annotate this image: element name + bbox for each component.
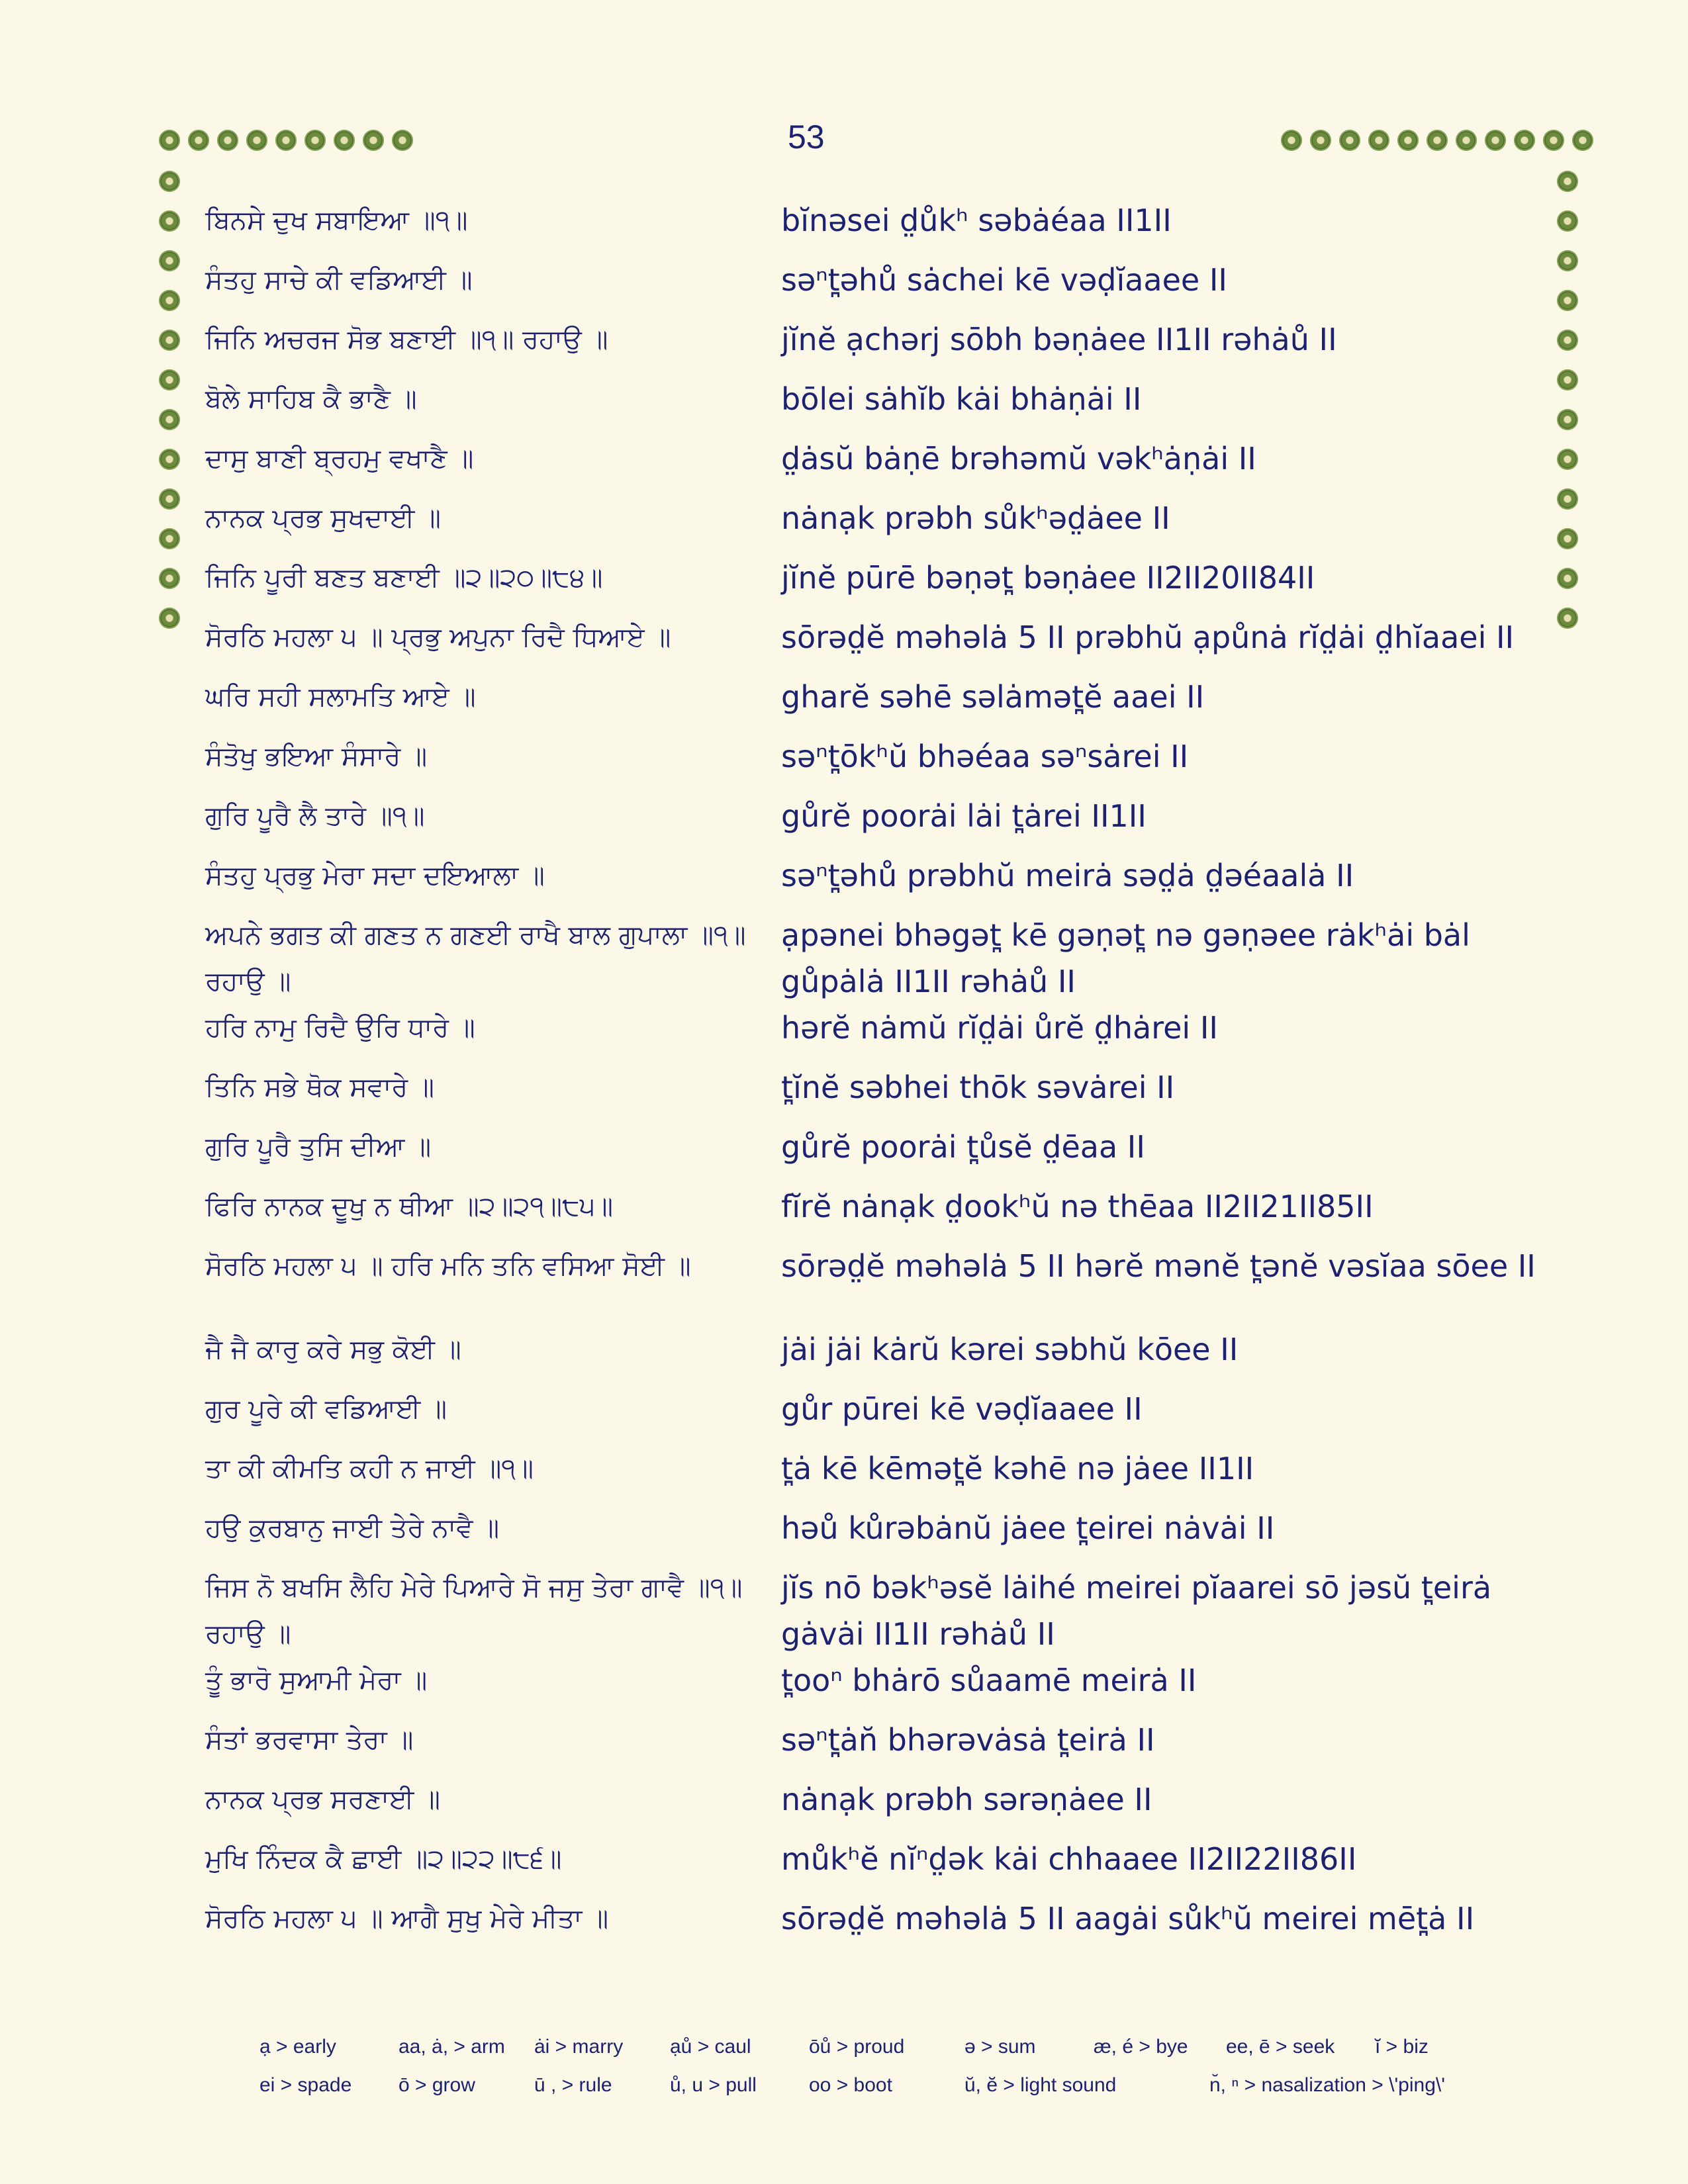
- verse-row: [205, 1124, 1556, 1183]
- page-number: 53: [788, 118, 825, 156]
- flower-icon: [159, 330, 180, 351]
- legend-item: ə > sum: [964, 2036, 1036, 2058]
- flower-icon: [217, 130, 238, 151]
- verse-row: [205, 793, 1556, 852]
- gurmukhi-line: ਨਾਨਕ ਪ੍ਰਭ ਸਰਣਾਈ ॥: [205, 1784, 440, 1815]
- gurmukhi-line: ਗੁਰ ਪੂਰੇ ਕੀ ਵਡਿਆਈ ॥: [205, 1394, 447, 1424]
- gurmukhi-line: ਸੰਤਹੁ ਸਾਚੇ ਕੀ ਵਡਿਆਈ ॥: [205, 265, 473, 295]
- verse-row: [205, 733, 1556, 793]
- transliteration-line: ạpənei bhəgət̪ kē gəṇət̪ nə gəṇəee rȧkʰȧi bȧl gůpȧlȧ II1II rəhȧů II: [781, 917, 1470, 999]
- verse-list: [205, 197, 1556, 1955]
- legend-item: n̆, ⁿ > nasalization > \'ping\': [1209, 2074, 1445, 2096]
- flower-icon: [1572, 130, 1593, 151]
- flower-icon: [1557, 171, 1578, 192]
- flower-icon: [363, 130, 384, 151]
- gurmukhi-line: ਸੰਤਹੁ ਪ੍ਰਭੁ ਮੇਰਾ ਸਦਾ ਦਇਆਲਾ ॥: [205, 860, 545, 891]
- verse-row: [205, 1776, 1556, 1836]
- flower-icon: [1339, 130, 1360, 151]
- verse-row: [205, 1445, 1556, 1505]
- flower-icon: [159, 210, 180, 232]
- transliteration-line: sōrəd̤ĕ məhəlȧ 5 II hərĕ mənĕ t̪ənĕ vəsĭaa sōee II: [781, 1248, 1536, 1284]
- flower-icon: [1427, 130, 1448, 151]
- flower-icon: [159, 528, 180, 549]
- legend-row: [259, 2028, 1517, 2066]
- flower-icon: [159, 608, 180, 629]
- transliteration-line: nȧnạk prəbh sůkʰəd̤ȧee II: [781, 500, 1170, 536]
- gurmukhi-line: ਮੁਖਿ ਨਿੰਦਕ ਕੈ ਛਾਈ ॥੨॥੨੨॥੮੬॥: [205, 1844, 562, 1874]
- transliteration-line: bōlei sȧhĭb kȧi bhȧṇȧi II: [781, 381, 1142, 417]
- transliteration-line: səⁿt̪əhů sȧchei kē vəḍĭaaee II: [781, 262, 1227, 298]
- verse-row: [205, 197, 1556, 257]
- flower-icon: [1543, 130, 1564, 151]
- transliteration-line: səⁿt̪əhů prəbhŭ meirȧ səd̤ȧ d̤əéaalȧ II: [781, 858, 1354, 893]
- flower-icon: [159, 409, 180, 430]
- transliteration-line: jĭnĕ ạchərj sōbh bəṇȧee II1II rəhȧů II: [781, 322, 1337, 357]
- verse-row: [205, 1895, 1556, 1955]
- transliteration-line: sōrəd̤ĕ məhəlȧ 5 II prəbhŭ ạpůnȧ rĭd̤ȧi d̤hĭaaei II: [781, 619, 1515, 655]
- gurmukhi-line: ਗੁਰਿ ਪੂਰੈ ਲੈ ਤਾਰੇ ॥੧॥: [205, 801, 425, 831]
- flower-icon: [1557, 449, 1578, 470]
- verse-row: [205, 257, 1556, 316]
- flower-icon: [1557, 369, 1578, 390]
- gurmukhi-line: ਗੁਰਿ ਪੂਰੈ ਤੁਸਿ ਦੀਆ ॥: [205, 1132, 432, 1162]
- gurmukhi-line: ਬੋਲੇ ਸਾਹਿਬ ਕੈ ਭਾਣੈ ॥: [205, 384, 417, 414]
- flower-icon: [1557, 528, 1578, 549]
- verse-row: [205, 1005, 1556, 1064]
- legend-item: ō > grow: [399, 2074, 475, 2096]
- legend-item: ȧi > marry: [534, 2036, 624, 2058]
- verse-row: [205, 555, 1556, 614]
- transliteration-line: jĭnĕ pūrē bəṇət̪ bəṇȧee II2II20II84II: [781, 560, 1315, 596]
- flower-icon: [275, 130, 297, 151]
- transliteration-line: jȧi jȧi kȧrŭ kərei səbhŭ kōee II: [781, 1332, 1239, 1367]
- flower-icon: [1397, 130, 1419, 151]
- verse-row: [205, 1183, 1556, 1243]
- transliteration-line: t̪ooⁿ bhȧrō sůaamē meirȧ II: [781, 1662, 1197, 1698]
- transliteration-line: səⁿt̪ȧn̆ bhərəvȧsȧ t̪eirȧ II: [781, 1722, 1155, 1758]
- transliteration-line: səⁿt̪ōkʰŭ bhəéaa səⁿsȧrei II: [781, 739, 1189, 774]
- transliteration-line: gůr pūrei kē vəḍĭaaee II: [781, 1391, 1143, 1427]
- verse-row: [205, 1326, 1556, 1386]
- flower-icon: [1368, 130, 1389, 151]
- transliteration-line: fĭrĕ nȧnạk d̤ookʰŭ nə thēaa II2II21II85II: [781, 1189, 1374, 1224]
- verse-row: [205, 912, 1556, 1005]
- transliteration-line: hərĕ nȧmŭ rĭd̤ȧi ůrĕ d̤hȧrei II: [781, 1010, 1218, 1046]
- legend-item: ŭ, ĕ > light sound: [964, 2074, 1117, 2096]
- top-right-ornament: [1281, 130, 1593, 151]
- transliteration-line: můkʰĕ nĭⁿd̤ək kȧi chhaaee II2II22II86II: [781, 1841, 1357, 1877]
- transliteration-line: t̪ȧ kē kēmət̪ĕ kəhē nə jȧee II1II: [781, 1451, 1254, 1486]
- transliteration-line: gůrĕ poorȧi t̪ůsĕ d̤ēaa II: [781, 1129, 1145, 1165]
- verse-row: [205, 1386, 1556, 1445]
- flower-icon: [159, 369, 180, 390]
- flower-icon: [1557, 290, 1578, 311]
- gurmukhi-line: ਸੰਤੋਖੁ ਭਇਆ ਸੰਸਾਰੇ ॥: [205, 741, 428, 772]
- verse-row: [205, 495, 1556, 555]
- flower-icon: [1310, 130, 1331, 151]
- transliteration-line: gharĕ səhē səlȧmət̪ĕ aaei II: [781, 679, 1205, 715]
- flower-icon: [159, 568, 180, 589]
- verse-row: [205, 852, 1556, 912]
- flower-icon: [1456, 130, 1477, 151]
- legend-item: aa, ȧ, > arm: [399, 2036, 505, 2058]
- gurmukhi-line: ਨਾਨਕ ਪ੍ਰਭ ਸੁਖਦਾਈ ॥: [205, 503, 441, 533]
- flower-icon: [1514, 130, 1535, 151]
- flower-icon: [1557, 488, 1578, 510]
- transliteration-line: gůrĕ poorȧi lȧi t̪ȧrei II1II: [781, 798, 1147, 834]
- verse-row: [205, 1243, 1556, 1326]
- transliteration-line: bĭnəsei d̤ůkʰ səbȧéaa II1II: [781, 203, 1172, 238]
- gurmukhi-line: ਜਿਸ ਨੋ ਬਖਸਿ ਲੈਹਿ ਮੇਰੇ ਪਿਆਰੇ ਸੋ ਜਸੁ ਤੇਰਾ ਗਾਵੈ ॥੧॥ ਰਹਾਉ ॥: [205, 1572, 743, 1649]
- flower-icon: [1281, 130, 1302, 151]
- verse-row: [205, 1565, 1556, 1657]
- gurmukhi-line: ਜਿਨਿ ਪੂਰੀ ਬਣਤ ਬਣਾਈ ॥੨॥੨੦॥੮੪॥: [205, 563, 603, 593]
- flower-icon: [1557, 250, 1578, 271]
- flower-icon: [1557, 608, 1578, 629]
- gurmukhi-line: ਸੋਰਠਿ ਮਹਲਾ ੫ ॥ ਆਗੈ ਸੁਖੁ ਮੇਰੇ ਮੀਤਾ ॥: [205, 1903, 609, 1934]
- verse-row: [205, 1717, 1556, 1776]
- verse-row: [205, 1657, 1556, 1717]
- verse-row: [205, 435, 1556, 495]
- flower-icon: [159, 130, 180, 151]
- verse-row: [205, 1064, 1556, 1124]
- gurmukhi-line: ਸੰਤਾਂ ਭਰਵਾਸਾ ਤੇਰਾ ॥: [205, 1725, 414, 1755]
- gurmukhi-line: ਦਾਸੁ ਬਾਣੀ ਬ੍ਰਹਮੁ ਵਖਾਣੈ ॥: [205, 443, 474, 474]
- flower-icon: [334, 130, 355, 151]
- transliteration-line: sōrəd̤ĕ məhəlȧ 5 II aagȧi sůkʰŭ meirei mēt̪ȧ II: [781, 1901, 1475, 1936]
- flower-icon: [1557, 568, 1578, 589]
- legend-item: ĭ > biz: [1375, 2036, 1429, 2058]
- gurmukhi-line: ਤਾ ਕੀ ਕੀਮਤਿ ਕਹੀ ਨ ਜਾਈ ॥੧॥: [205, 1453, 534, 1484]
- legend-item: ee, ē > seek: [1226, 2036, 1335, 2058]
- gurmukhi-line: ਘਰਿ ਸਹੀ ਸਲਾਮਤਿ ਆਏ ॥: [205, 682, 476, 712]
- flower-icon: [392, 130, 413, 151]
- verse-row: [205, 674, 1556, 733]
- flower-icon: [1557, 330, 1578, 351]
- transliteration-line: həů kůrəbȧnŭ jȧee t̪eirei nȧvȧi II: [781, 1510, 1275, 1546]
- flower-icon: [159, 449, 180, 470]
- verse-row: [205, 1505, 1556, 1565]
- transliteration-line: jĭs nō bəkʰəsĕ lȧihé meirei pĭaarei sō jəsŭ t̪eirȧ gȧvȧi II1II rəhȧů II: [781, 1570, 1492, 1652]
- gurmukhi-line: ਹਰਿ ਨਾਮੁ ਰਿਦੈ ਉਰਿ ਧਾਰੇ ॥: [205, 1013, 475, 1043]
- legend-item: ạů > caul: [670, 2036, 751, 2058]
- gurmukhi-line: ਅਪਨੇ ਭਗਤ ਕੀ ਗਣਤ ਨ ਗਣਈ ਰਾਖੈ ਬਾਲ ਗੁਪਾਲਾ ॥੧॥ ਰਹਾਉ ॥: [205, 920, 746, 997]
- flower-icon: [305, 130, 326, 151]
- flower-icon: [1485, 130, 1506, 151]
- gurmukhi-line: ਸੋਰਠਿ ਮਹਲਾ ੫ ॥ ਪ੍ਰਭੁ ਅਪੁਨਾ ਰਿਦੈ ਧਿਆਏ ॥: [205, 622, 671, 653]
- flower-icon: [159, 488, 180, 510]
- gurmukhi-line: ਜੈ ਜੈ ਕਾਰੁ ਕਰੇ ਸਭੁ ਕੋਈ ॥: [205, 1334, 461, 1365]
- gurmukhi-line: ਹਉ ਕੁਰਬਾਨੁ ਜਾਈ ਤੇਰੇ ਨਾਵੈ ॥: [205, 1513, 500, 1543]
- legend-item: ei > spade: [259, 2074, 352, 2096]
- gurmukhi-line: ਜਿਨਿ ਅਚਰਜ ਸੋਭ ਬਣਾਈ ॥੧॥ ਰਹਾਉ ॥: [205, 324, 608, 355]
- legend-item: oo > boot: [809, 2074, 892, 2096]
- transliteration-line: d̤ȧsŭ bȧṇē brəhəmŭ vəkʰȧṇȧi II: [781, 441, 1256, 477]
- gurmukhi-line: ਬਿਨਸੇ ਦੁਖ ਸਬਾਇਆ ॥੧॥: [205, 205, 468, 236]
- left-border-ornament: [159, 171, 180, 629]
- gurmukhi-line: ਫਿਰਿ ਨਾਨਕ ਦੂਖੁ ਨ ਥੀਆ ॥੨॥੨੧॥੮੫॥: [205, 1191, 614, 1222]
- verse-row: [205, 1836, 1556, 1895]
- legend-item: ōů > proud: [809, 2036, 905, 2058]
- flower-icon: [1557, 409, 1578, 430]
- right-border-ornament: [1557, 171, 1578, 629]
- gurmukhi-line: ਤੂੰ ਭਾਰੋ ਸੁਆਮੀ ਮੇਰਾ ॥: [205, 1665, 428, 1696]
- flower-icon: [188, 130, 209, 151]
- flower-icon: [246, 130, 267, 151]
- legend-item: ů, u > pull: [670, 2074, 757, 2096]
- flower-icon: [159, 290, 180, 311]
- flower-icon: [159, 250, 180, 271]
- legend-item: ū , > rule: [534, 2074, 612, 2096]
- flower-icon: [159, 171, 180, 192]
- transliteration-line: t̪ĭnĕ səbhei thōk səvȧrei II: [781, 1069, 1175, 1105]
- verse-row: [205, 614, 1556, 674]
- verse-row: [205, 376, 1556, 435]
- gurmukhi-line: ਤਿਨਿ ਸਭੇ ਥੋਕ ਸਵਾਰੇ ॥: [205, 1072, 434, 1103]
- flower-icon: [1557, 210, 1578, 232]
- legend-item: ạ > early: [259, 2036, 336, 2058]
- legend-item: æ, é > bye: [1094, 2036, 1188, 2058]
- top-left-ornament: [159, 130, 413, 151]
- verse-row: [205, 316, 1556, 376]
- pronunciation-legend: [259, 2028, 1517, 2105]
- legend-row: [259, 2066, 1517, 2105]
- transliteration-line: nȧnạk prəbh sərəṇȧee II: [781, 1782, 1152, 1817]
- gurmukhi-line: ਸੋਰਠਿ ਮਹਲਾ ੫ ॥ ਹਰਿ ਮਨਿ ਤਨਿ ਵਸਿਆ ਸੋਈ ॥: [205, 1251, 691, 1281]
